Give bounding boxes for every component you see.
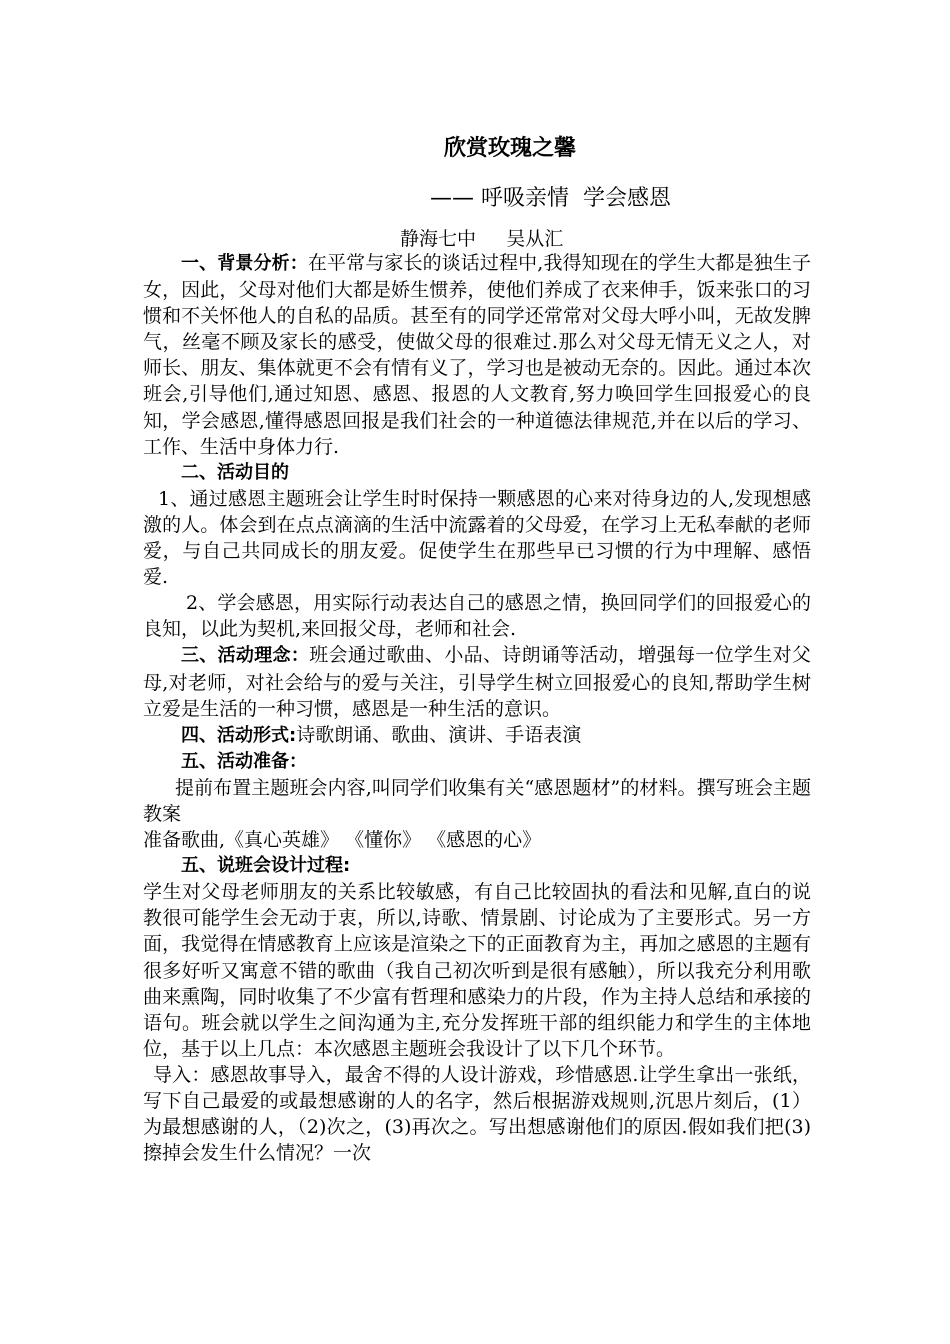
intro-paragraph: 导入：感恩故事导入，最舍不得的人设计游戏，珍惜感恩.让学生拿出一张纸，写下自己最爱的或最想感谢的人的名字，然后根据游戏规则,沉思片刻后，(1）为最想感谢的人，（2)次之，(3)再次之。写出想感谢他们的原因.假如我们把(3) 擦掉会发生什么情况？一次	[143, 1063, 811, 1165]
document-subtitle: —— 呼吸亲情 学会感恩	[430, 186, 671, 211]
concept-paragraph	[143, 642, 811, 721]
purpose-heading: 二、活动目的	[181, 461, 289, 483]
design-paragraph: 学生对父母老师朋友的关系比较敏感，有自己比较固执的看法和见解,直白的说教很可能学生会无动于衷，所以,诗歌、情景剧、讨论成为了主要形式。另一方面，我觉得在情感教育上应该是渲染之下的正面教育为主，再加之感恩的主题有很多好听又寓意不错的歌曲（我自己初次听到是很有感触），所以我充分利用歌曲来熏陶，同时收集了不少富有哲理和感染力的片段，作为主持人总结和承接的语句。班会就以学生之间沟通为主,充分发挥班干部的组织能力和学生的主体地位，基于以上几点：本次感恩主题班会我设计了以下几个环节。	[143, 881, 811, 1060]
form-heading: 四、活动形式:	[181, 724, 297, 746]
background-heading: 一、背景分析：	[181, 253, 308, 274]
background-text: 在平常与家长的谈话过程中,我得知现在的学生大都是独生子女，因此，父母对他们大都是娇生惯养，使他们养成了衣来伸手，饭来张口的习惯和不关怀他人的自私的品质。甚至有的同学还常常对父母大呼小叫，无故发脾气，丝毫不顾及家长的感受，使做父母的很难过.那么对父母无情无义之人，对师长、朋友、集体就更不会有情有义了，学习也是被动无奈的。因此。通过本次班会,引导他们,通过知恩、感恩、报恩的人文教育,努力唤回学生回报爱心的良知，学会感恩,懂得感恩回报是我们社会的一种道德法律规范,并在以后的学习、工作、生活中身体力行.	[143, 252, 811, 458]
prep-text-1: 提前布置主题班会内容,叫同学们收集有关“感恩题材”的材料。撰写班会主题教案	[143, 776, 811, 825]
document-body	[143, 250, 811, 1166]
concept-heading: 三、活动理念：	[181, 645, 310, 667]
prep-heading: 五、活动准备：	[181, 750, 307, 772]
form-paragraph	[143, 722, 811, 749]
form-text: 诗歌朗诵、歌曲、演讲、手语表演	[296, 723, 582, 746]
concept-text: 班会通过歌曲、小品、诗朗诵等活动，增强每一位学生对父母,对老师，对社会给与的爱与关注，引导学生树立回报爱心的良知,帮助学生树立爱是生活的一种习惯，感恩是一种生活的意识。	[143, 644, 811, 720]
design-heading: 五、说班会设计过程:	[181, 855, 351, 877]
background-paragraph	[143, 250, 811, 460]
purpose-item-1: 1、通过感恩主题班会让学生时时保持一颗感恩的心来对待身边的人,发现想感激的人。体会到在点点滴滴的生活中流露着的父母爱，在学习上无私奉献的老师爱，与自己共同成长的朋友爱。促使学生在那些早已习惯的行为中理解、感悟爱.	[143, 487, 811, 589]
prep-text-2: 准备歌曲,《真心英雄》 《懂你》 《感恩的心》	[143, 829, 542, 852]
purpose-item-2: 2、学会感恩，用实际行动表达自己的感恩之情，换回同学们的回报爱心的良知，以此为契机,来回报父母，老师和社会.	[143, 592, 811, 641]
document-title: 欣赏玫瑰之馨	[443, 136, 576, 161]
author-line: 静海七中 吴从汇	[400, 228, 564, 250]
